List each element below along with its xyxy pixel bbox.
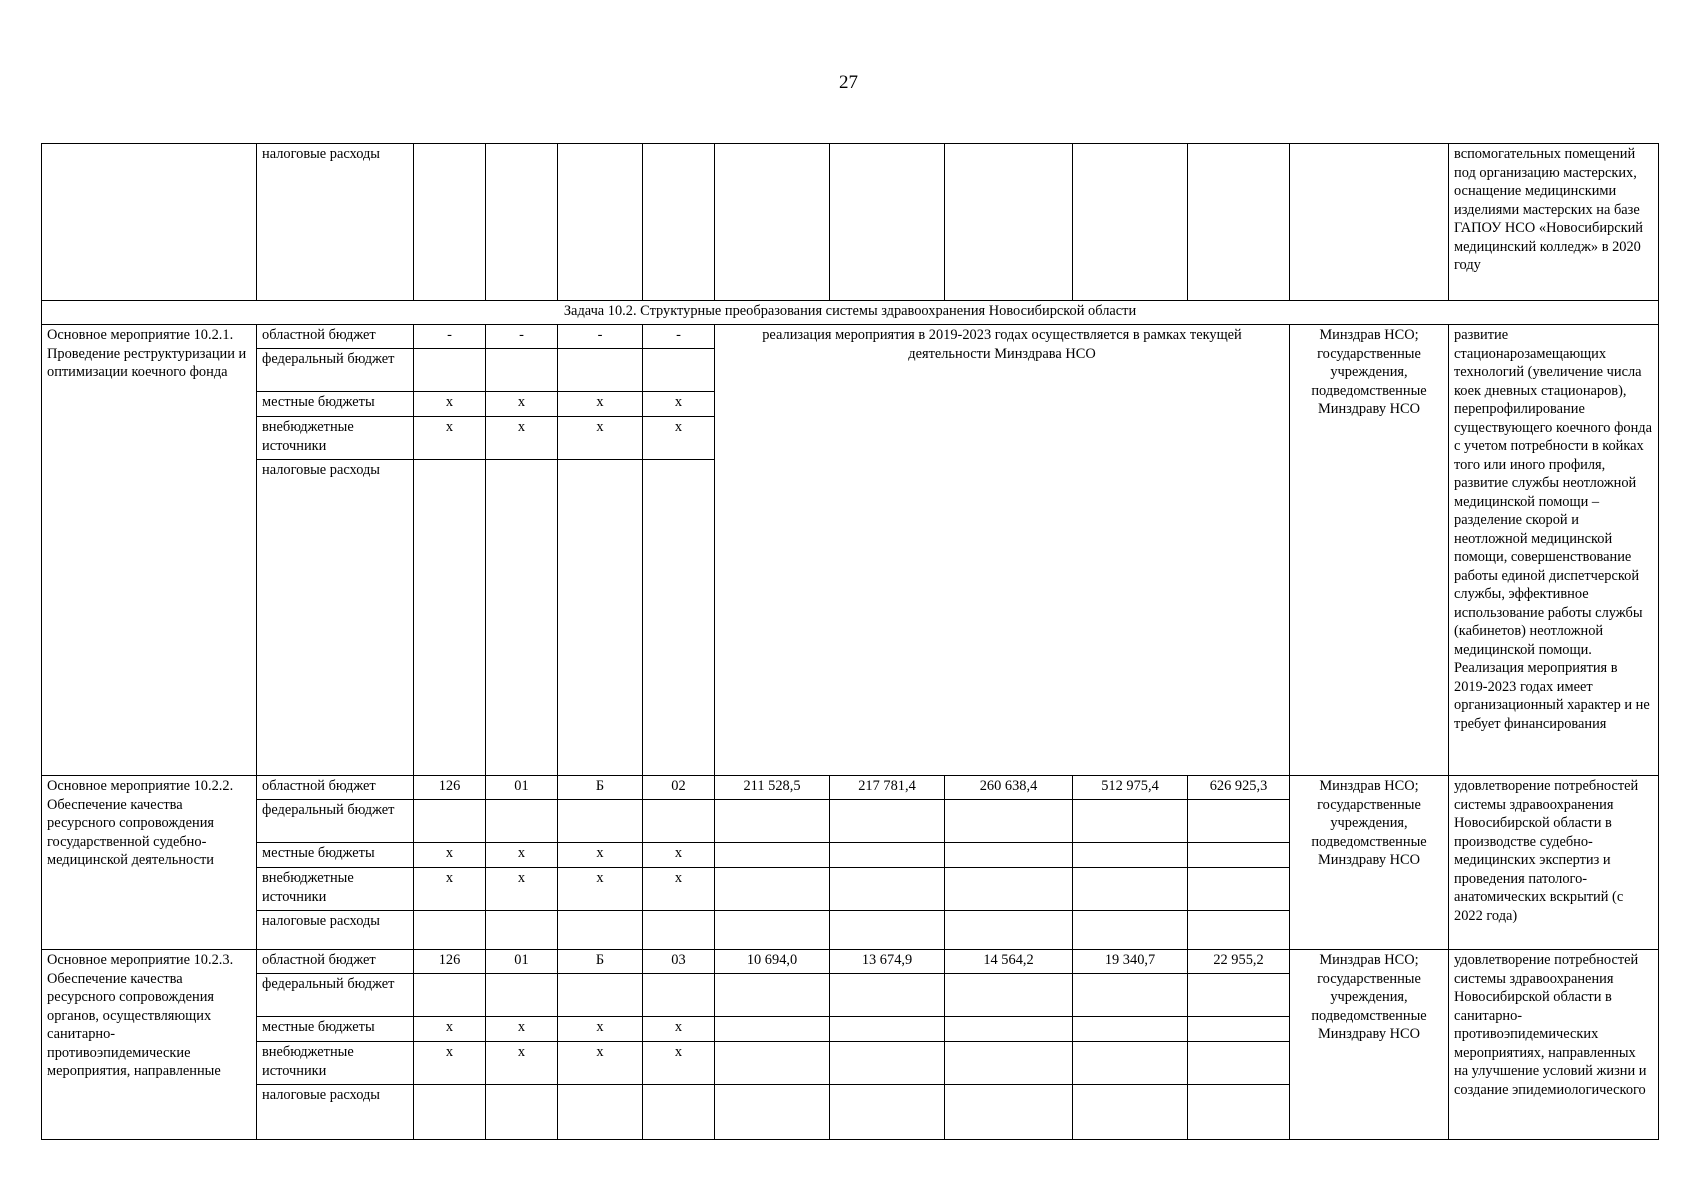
code-cell: х bbox=[414, 417, 486, 460]
amount-cell: 512 975,4 bbox=[1073, 776, 1188, 800]
code-cell: Б bbox=[558, 950, 643, 974]
expected-result: удовлетворение потребностей системы здравоохранения Новосибирской области в санитарно-противоэпидемических мероприятиях, направленных на улучшение условий жизни и создание эпидемиологического bbox=[1449, 950, 1659, 1140]
code-cell: х bbox=[486, 392, 558, 417]
funding-source-label: внебюджетные источники bbox=[257, 1042, 414, 1085]
expected-result: вспомогательных помещений под организацию мастерских, оснащение медицинскими изделиями мастерских на базе ГАПОУ НСО «Новосибирский медицинский колледж» в 2020 году bbox=[1449, 144, 1659, 301]
code-cell: - bbox=[643, 325, 715, 349]
code-cell: х bbox=[643, 1042, 715, 1085]
code-cell: 126 bbox=[414, 776, 486, 800]
funding-source-label: федеральный бюджет bbox=[257, 349, 414, 392]
code-cell: х bbox=[414, 1017, 486, 1042]
code-cell: х bbox=[643, 1017, 715, 1042]
code-cell: х bbox=[414, 1042, 486, 1085]
code-cell: - bbox=[558, 325, 643, 349]
amount-cell: 22 955,2 bbox=[1188, 950, 1290, 974]
code-cell: х bbox=[486, 1042, 558, 1085]
executor-cell bbox=[1290, 144, 1449, 301]
code-cell: 01 bbox=[486, 776, 558, 800]
expected-result: развитие стационарозамещающих технологий (увеличение числа коек дневных стационаров), перепрофилирование существующего коечного фонда с учетом потребности в койках того или иного профиля, развитие службы неотложной медицинской помощи – разделение скорой и неотложной медицинской помощи, совершенствование работы единой диспетчерской службы, эффективное использование работы службы (кабинетов) неотложной медицинской помощи. Реализация мероприятия в 2019-2023 годах имеет организационный характер и не требует финансирования bbox=[1449, 325, 1659, 776]
measure-note: реализация мероприятия в 2019-2023 годах осуществляется в рамках текущей деятельности Минздрава НСО bbox=[715, 325, 1290, 776]
funding-source-label: областной бюджет bbox=[257, 776, 414, 800]
code-cell: х bbox=[486, 417, 558, 460]
code-cell: х bbox=[558, 1017, 643, 1042]
code-cell: х bbox=[414, 868, 486, 911]
amount-cell: 14 564,2 bbox=[945, 950, 1073, 974]
funding-source-label: федеральный бюджет bbox=[257, 974, 414, 1017]
measure-name: Основное мероприятие 10.2.3. Обеспечение качества ресурсного сопровождения органов, осуществляющих санитарно-противоэпидемические мероприятия, направленные bbox=[42, 950, 257, 1140]
table-row bbox=[42, 325, 1659, 349]
amount-cell: 13 674,9 bbox=[830, 950, 945, 974]
code-cell: х bbox=[558, 868, 643, 911]
funding-source-label: местные бюджеты bbox=[257, 1017, 414, 1042]
executor-cell: Минздрав НСО; государственные учреждения, подведомственные Минздраву НСО bbox=[1290, 325, 1449, 776]
funding-source-label: областной бюджет bbox=[257, 950, 414, 974]
funding-source-label: налоговые расходы bbox=[257, 460, 414, 776]
code-cell: 02 bbox=[643, 776, 715, 800]
funding-source-label: внебюджетные источники bbox=[257, 417, 414, 460]
funding-source-label: федеральный бюджет bbox=[257, 800, 414, 843]
measure-name-cell bbox=[42, 144, 257, 301]
program-measures-table bbox=[41, 143, 1659, 1140]
code-cell: х bbox=[558, 392, 643, 417]
code-cell: х bbox=[558, 1042, 643, 1085]
measure-name: Основное мероприятие 10.2.1. Проведение реструктуризации и оптимизации коечного фонда bbox=[42, 325, 257, 776]
code-cell: х bbox=[643, 868, 715, 911]
funding-source-label: налоговые расходы bbox=[257, 911, 414, 950]
funding-source-label: областной бюджет bbox=[257, 325, 414, 349]
funding-source-label: налоговые расходы bbox=[257, 144, 414, 301]
table-row bbox=[42, 144, 1659, 301]
amount-cell: 260 638,4 bbox=[945, 776, 1073, 800]
amount-cell: 626 925,3 bbox=[1188, 776, 1290, 800]
code-cell: - bbox=[486, 325, 558, 349]
code-cell: 03 bbox=[643, 950, 715, 974]
task-header: Задача 10.2. Структурные преобразования системы здравоохранения Новосибирской области bbox=[42, 301, 1659, 325]
table-row bbox=[42, 950, 1659, 974]
code-cell: Б bbox=[558, 776, 643, 800]
code-cell: - bbox=[414, 325, 486, 349]
expected-result: удовлетворение потребностей системы здравоохранения Новосибирской области в производстве судебно-медицинских экспертиз и проведения патолого-анатомических вскрытий (с 2022 года) bbox=[1449, 776, 1659, 950]
code-cell: х bbox=[643, 417, 715, 460]
code-cell: х bbox=[486, 1017, 558, 1042]
funding-source-label: местные бюджеты bbox=[257, 843, 414, 868]
code-cell: х bbox=[643, 392, 715, 417]
funding-source-label: местные бюджеты bbox=[257, 392, 414, 417]
measure-name: Основное мероприятие 10.2.2. Обеспечение качества ресурсного сопровождения государственной судебно-медицинской деятельности bbox=[42, 776, 257, 950]
code-cell: 126 bbox=[414, 950, 486, 974]
page-number: 27 bbox=[839, 72, 858, 93]
code-cell: х bbox=[558, 417, 643, 460]
code-cell: х bbox=[643, 843, 715, 868]
amount-cell: 211 528,5 bbox=[715, 776, 830, 800]
code-cell: 01 bbox=[486, 950, 558, 974]
funding-source-label: внебюджетные источники bbox=[257, 868, 414, 911]
executor-cell: Минздрав НСО; государственные учреждения, подведомственные Минздраву НСО bbox=[1290, 776, 1449, 950]
amount-cell: 217 781,4 bbox=[830, 776, 945, 800]
code-cell: х bbox=[486, 868, 558, 911]
amount-cell: 10 694,0 bbox=[715, 950, 830, 974]
funding-source-label: налоговые расходы bbox=[257, 1085, 414, 1140]
code-cell: х bbox=[486, 843, 558, 868]
code-cell: х bbox=[558, 843, 643, 868]
table-row bbox=[42, 301, 1659, 325]
executor-cell: Минздрав НСО; государственные учреждения, подведомственные Минздраву НСО bbox=[1290, 950, 1449, 1140]
amount-cell: 19 340,7 bbox=[1073, 950, 1188, 974]
code-cell: х bbox=[414, 843, 486, 868]
code-cell: х bbox=[414, 392, 486, 417]
table-row bbox=[42, 776, 1659, 800]
